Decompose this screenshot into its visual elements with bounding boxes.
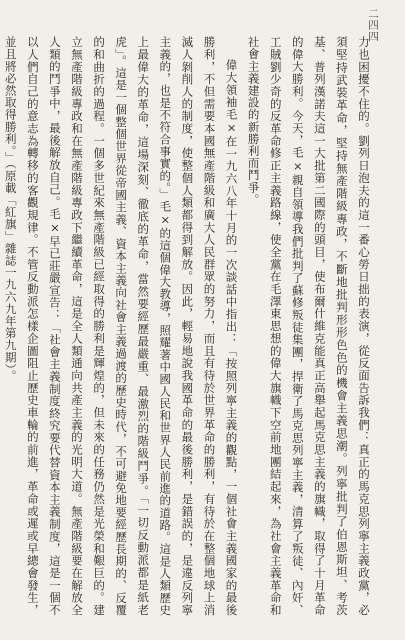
page-number: 二四四 (367, 8, 379, 43)
paragraph-2: 偉大領袖毛×在一九六八年十月的一次談話中指出：「按照列寧主義的觀點，一個社會主義國家的最後勝利，不但需要本國無產階級和廣大人民群眾的努力，而且有待於世界革命的勝利，有待於在整個地球上消滅人剝削人的制度，使整個人類都得到解放。因此，輕易地說我國革命的最後勝利，是錯誤的，是違反列寧主義的，也是不符合事實的。」毛×的這個偉大教導，照耀著中國人民和世界人民前進的道路。這是人類歷史上最偉大的革命，這場深刻、徹底的革命，當然要經歷最嚴重、最激烈的階級鬥爭。「一切反動派都是紙老虎」。這是一個整個世界從帝國主義、資本主義向社會主義過渡的歷史時代，不可避免地要經歷長期的、反覆的和曲折的過程。一個多世紀來無產階級已經取得的勝利是輝煌的，但未來的任務仍然是光榮和艱巨的。建立無產階級專政和在無產階級專政下繼續革命，這是全人類通向共產主義的光明大道。無產階級要在解放全人類的鬥爭中，最後解放自己。毛×早已莊嚴宣告：「社會主義制度終究要代替資本主義制度，這是一個不以人們自己的意志為轉移的客觀規律。不管反動派怎樣企圖阻止歷史車輪的前進，革命或遲或早總會發生，並且將必然取得勝利。」（原載「紅旗」雜誌一九六九年第九期）。 (3, 36, 239, 616)
body-text (3, 36, 375, 616)
paragraph-1: 力也困擾不住的。劉列日泡夫的這一番心勞日拙的表演，從反面告訴我們：真正的馬克思列寧主義政黨，必須堅持武裝革命，堅持無產階級專政，不斷地批判形形色色的機會主義思潮。列寧批判了伯恩斯坦、考茨基、普列漢諾夫這一大批第二國際的頭目，使布爾什維克能真正高舉起馬克思主義的旗幟，取得了十月革命的偉大勝利。今天，毛×親自領導我們批判了蘇修叛徒集團，捍衛了馬克思列寧主義，清算了叛徒、內奸、工賊劉少奇的反革命修正主義路線，使全黨在毛澤東思想的偉大旗幟下空前地團結起來，為社會主義革命和社會主義建設的新勝利而鬥爭。 (246, 36, 371, 616)
